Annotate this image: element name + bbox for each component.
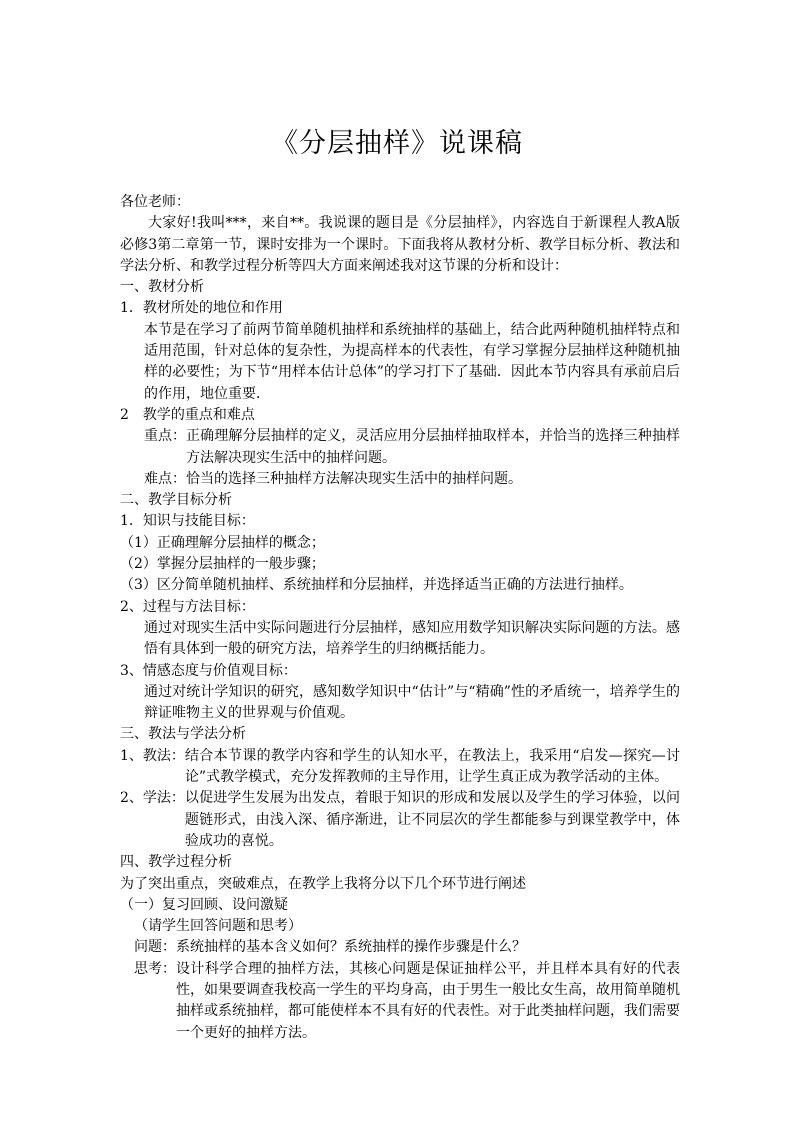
goal-3-title: 3、情感态度与价值观目标： [120,662,297,679]
goal-2-title: 2、过程与方法目标： [120,598,255,615]
review-thinking [120,959,680,1044]
document-title: 《分层抽样》说课稿 [271,128,523,159]
step-1-note: （请学生回答问题和思考） [134,918,302,935]
subsection-1-1-title: 1．教材所处的地位和作用 [120,300,283,317]
difficulty-point-label: 难点： [144,470,186,487]
review-question [120,937,680,958]
learning-method-label: 2、学法： [120,790,185,807]
goal-1-item: （3）区分简单随机抽样、系统抽样和分层抽样，并选择适当正确的方法进行抽样。 [120,577,633,594]
learning-method [120,788,680,852]
difficulty-point-text: 恰当的选择三种抽样方法解决现实生活中的抽样问题。 [186,470,522,487]
intro-paragraph: 大家好!我叫***，来自**。我说课的题目是《分层抽样》，内容选自于新课程人教A版必修3第二章第一节，课时安排为一个课时。下面我将从教材分析、教学目标分析、教法和学法分析、和教学过程分析等四大方面来阐述我对这节课的分析和设计： [120,215,680,274]
key-point [120,426,680,469]
goal-2-body: 通过对现实生活中实际问题进行分层抽样，感知应用数学知识解决实际问题的方法。感悟有具体到一般的研究方法，培养学生的归纳概括能力。 [144,619,680,658]
review-thinking-label: 思考： [134,960,176,977]
teaching-method-label: 1、教法： [120,747,185,764]
review-thinking-text: 设计科学合理的抽样方法，其核心问题是保证抽样公平，并且样本具有好的代表性，如果要调查我校高一学生的平均身高，由于男生一般比女生高，故用简单随机抽样或系统抽样，都可能使样本不具有好的代表性。对于此类抽样问题，我们需要一个更好的抽样方法。 [176,960,680,1041]
goal-1-title: 1．知识与技能目标： [120,513,255,530]
goal-1-item: （1）正确理解分层抽样的概念； [120,534,325,551]
subsection-1-2-title: 2 教学的重点和难点 [120,406,255,423]
step-1-title: （一）复习回顾、设问激疑 [120,896,288,913]
review-question-label: 问题： [134,939,176,956]
section-2-heading: 二、教学目标分析 [120,492,232,509]
section-1-heading: 一、教材分析 [120,279,204,296]
section-4-heading: 四、教学过程分析 [120,854,232,871]
learning-method-text: 以促进学生发展为出发点，着眼于知识的形成和发展以及学生的学习体验，以问题链形式，由浅入深、循序渐进，让不同层次的学生都能参与到课堂教学中，体验成功的喜悦。 [184,790,680,849]
teaching-method [120,746,680,789]
teaching-method-text: 结合本节课的教学内容和学生的认知水平，在教法上，我采用“启发—探究—讨论”式教学模式，充分发挥教师的主导作用，让学生真正成为教学活动的主体。 [184,747,680,786]
difficulty-point [120,469,680,490]
goal-3-body: 通过对统计学知识的研究，感知数学知识中“估计”与“精确”性的矛盾统一，培养学生的辩证唯物主义的世界观与价值观。 [144,683,680,722]
review-question-text: 系统抽样的基本含义如何？系统抽样的操作步骤是什么？ [176,939,526,956]
section-4-lead: 为了突出重点，突破难点，在教学上我将分以下几个环节进行阐述 [120,875,526,892]
subsection-1-1-body: 本节是在学习了前两节简单随机抽样和系统抽样的基础上，结合此两种随机抽样特点和适用范围，针对总体的复杂性，为提高样本的代表性，有学习掌握分层抽样这种随机抽样的必要性；为下节“用样本估计总体”的学习打下了基础．因此本节内容具有承前启后的作用，地位重要． [144,321,680,402]
goal-1-item: （2）掌握分层抽样的一般步骤； [120,556,325,573]
document-body [120,192,680,1044]
key-point-label: 重点： [144,428,186,445]
key-point-text: 正确理解分层抽样的定义，灵活应用分层抽样抽取样本，并恰当的选择三种抽样方法解决现实生活中的抽样问题。 [186,428,680,466]
greeting: 各位老师： [120,194,190,210]
section-3-heading: 三、教法与学法分析 [120,726,246,743]
